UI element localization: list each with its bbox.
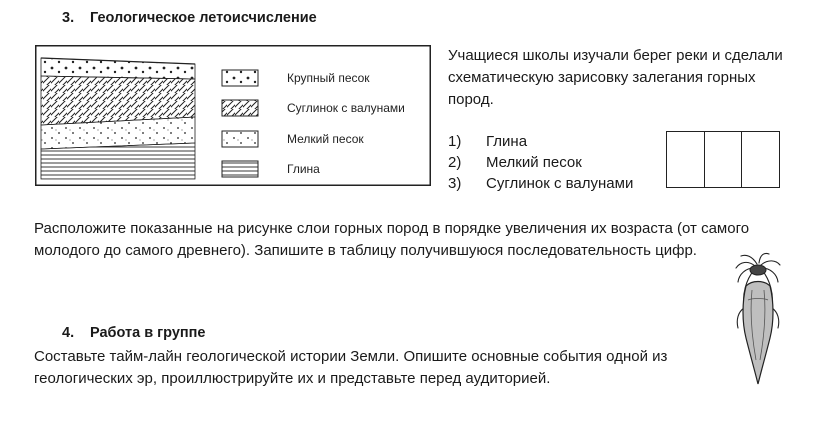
answer-cell[interactable] (742, 132, 779, 187)
option-item (448, 173, 633, 194)
legend-label-clay: Глина (287, 162, 320, 176)
section-3-heading (62, 10, 317, 26)
section-4-title: Работа в группе (90, 325, 206, 341)
option-text: Суглинок с валунами (486, 175, 634, 192)
legend-swatch-clay (222, 161, 258, 177)
belemnite-illustration (724, 250, 794, 388)
legend-label-fine-sand: Мелкий песок (287, 132, 364, 146)
options-list (448, 131, 633, 194)
strata-diagram (35, 45, 431, 186)
option-text: Глина (486, 133, 528, 150)
option-item (448, 131, 633, 152)
section-3-number: 3. (62, 10, 75, 26)
legend-swatch-loam-boulders (222, 100, 258, 116)
legend-swatch-fine-sand (222, 131, 258, 147)
section-3-title: Геологическое летоисчисление (90, 10, 317, 26)
option-number: 1) (448, 133, 462, 150)
answer-cell[interactable] (705, 132, 743, 187)
legend-swatch-coarse-sand (222, 70, 258, 86)
section-4-heading (62, 325, 205, 341)
option-number: 3) (448, 175, 462, 192)
task-text: Расположите показанные на рисунке слои горных пород в порядке увеличения их возраста (от самого молодого до самого древнего). Запишите в таблицу получившуюся последовательность цифр. (34, 220, 750, 259)
layer-loam-boulders (41, 76, 195, 125)
answer-cell[interactable] (667, 132, 705, 187)
intro-text: Учащиеся школы изучали берег реки и сделали схематическую зарисовку залегания горных пород. (448, 47, 783, 108)
answer-table (666, 131, 780, 188)
legend-label-loam-boulders: Суглинок с валунами (287, 101, 405, 115)
strata-column (41, 58, 195, 179)
option-number: 2) (448, 154, 462, 171)
legend-label-coarse-sand: Крупный песок (287, 71, 370, 85)
option-item (448, 152, 633, 173)
option-text: Мелкий песок (486, 154, 582, 171)
section-4-task-text: Составьте тайм-лайн геологической истории Земли. Опишите основные события одной из геологических эр, проиллюстрируйте их и представьте перед аудиторией. (34, 348, 668, 387)
section-4-number: 4. (62, 325, 75, 341)
